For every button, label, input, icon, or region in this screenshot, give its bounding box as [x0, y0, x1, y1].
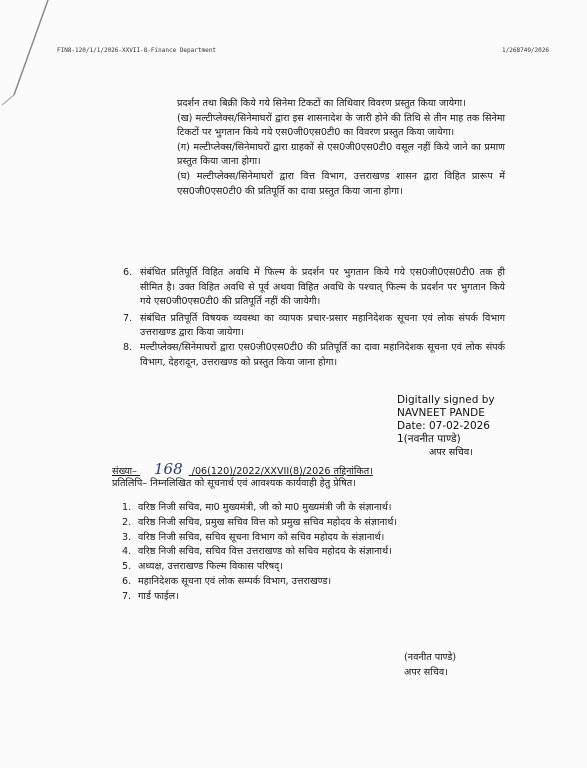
- list-item: [123, 266, 505, 310]
- sub-clauses-block: [177, 97, 505, 199]
- digital-signature: [397, 394, 495, 446]
- item-text: संबंधित प्रतिपूर्ति विषयक व्यवस्था का व्यापक प्रचार-प्रसार महानिदेशक सूचना एवं लोक संपर्क विभाग उत्तराखण्ड द्वारा किया जायेगा।: [140, 312, 505, 339]
- signature-name: NAVNEET PANDE: [397, 407, 485, 419]
- item-number: 8.: [123, 341, 133, 353]
- para-ga: (ग) मल्टीप्लेक्स/सिनेमाघरों द्वारा ग्राहकों से एस0जी0एस0टी0 वसूल नहीं किये जाने का प्रमाण प्रस्तुत किया जाना होगा।: [177, 141, 505, 168]
- para-gha: (घ) मल्टीप्लेक्स/सिनेमाघरों द्वारा वित्त विभाग, उत्तराखण्ड शासन द्वारा विहित प्रारूप में एस0जी0एस0टी0 की प्रतिपूर्ति का दावा प्रस्तुत किया जाना होगा।: [177, 170, 505, 197]
- copy-list: [122, 501, 397, 605]
- closing-signature: [404, 650, 456, 680]
- list-item: [123, 312, 505, 341]
- list-item: [123, 341, 505, 370]
- closing-name: (नवनीत पाण्डे): [404, 652, 457, 663]
- list-item: 6. महानिदेशक सूचना एवं लोक सम्पर्क विभाग, उत्तराखण्ड।: [122, 575, 332, 587]
- scan-corner-line: [0, 0, 60, 110]
- signature-title: अपर सचिव।: [429, 447, 473, 458]
- item-text: संबंधित प्रतिपूर्ति विहित अवधि में फिल्म के प्रदर्शन पर भुगतान किये गये एस0जी0एस0टी0 तक ही सीमित है। उक्त विहित अवधि से पूर्व अथवा विहित अवधि के पश्चात् फिल्म के प्रदर्शन पर भुगतान किये गये एस0जी0एस0टी0 की प्रतिपूर्ति नहीं की जायेगी।: [140, 267, 505, 308]
- list-item: 1. वरिष्ठ निजी सचिव, मा0 मुख्यमंत्री, जी को मा0 मुख्यमंत्री जी के संज्ञानार्थ।: [122, 502, 392, 513]
- document-id-header: 1/268749/2026: [502, 47, 549, 54]
- para-kha: (ख) मल्टीप्लेक्स/सिनेमाघरों द्वारा इस शासनादेश के जारी होने की तिथि से तीन माह तक सिनेमा टिकटों पर भुगतान किये गये एस0जी0एस0टी0 का विवरण प्रस्तुत किया जायेगा।: [177, 112, 505, 139]
- signature-hindi-name: 1(नवनीत पाण्डे): [397, 433, 461, 445]
- handwritten-number: 168: [154, 460, 183, 478]
- closing-title: अपर सचिव।: [404, 667, 448, 678]
- copy-intro: प्रतिलिपि– निम्नलिखित को सूचनार्थ एवं आवश्यक कार्यवाही हेतु प्रेषित।: [112, 478, 356, 489]
- list-item: 5. अध्यक्ष, उत्तराखण्ड फिल्म विकास परिषद्।: [122, 561, 283, 573]
- item-text: मल्टीप्लेक्स/सिनेमाघरों द्वारा एस0जी0एस0टी0 की प्रतिपूर्ति का दावा महानिदेशक सूचना एवं लोक संपर्क विभाग, देहरादून, उत्तराखण्ड को प्रस्तुत किया जाना होगा।: [140, 341, 505, 368]
- item-number: 6.: [123, 267, 133, 278]
- list-item: 2. वरिष्ठ निजी सचिव, प्रमुख सचिव वित्त को प्रमुख सचिव महोदय के संज्ञानार्थ।: [122, 516, 398, 528]
- signature-date: Date: 07-02-2026: [397, 420, 490, 432]
- item-number: 7.: [123, 312, 133, 324]
- reference-suffix: /06(120)/2022/XXVII(8)/2026 तद्दिनांकित।: [191, 466, 373, 477]
- list-item: 3. वरिष्ठ निजी सचिव, सचिव सूचना विभाग को सचिव महोदय के संज्ञानार्थ।: [122, 531, 385, 543]
- file-number-header: FIN8-120/1/1/2026-XXVII-8-Finance Department: [57, 47, 216, 54]
- list-item: 4. वरिष्ठ निजी सचिव, सचिव वित्त उत्तराखण्ड को सचिव महोदय के संज्ञानार्थ।: [122, 546, 392, 558]
- reference-prefix: संख्या–: [112, 466, 137, 477]
- signature-line-1: Digitally signed by: [397, 394, 495, 406]
- para-intro: प्रदर्शन तथा बिक्री किये गये सिनेमा टिकटों का तिथिवार विवरण प्रस्तुत किया जायेगा।: [177, 98, 466, 109]
- numbered-items: [123, 266, 505, 370]
- list-item: 7. गार्ड फाईल।: [122, 590, 179, 602]
